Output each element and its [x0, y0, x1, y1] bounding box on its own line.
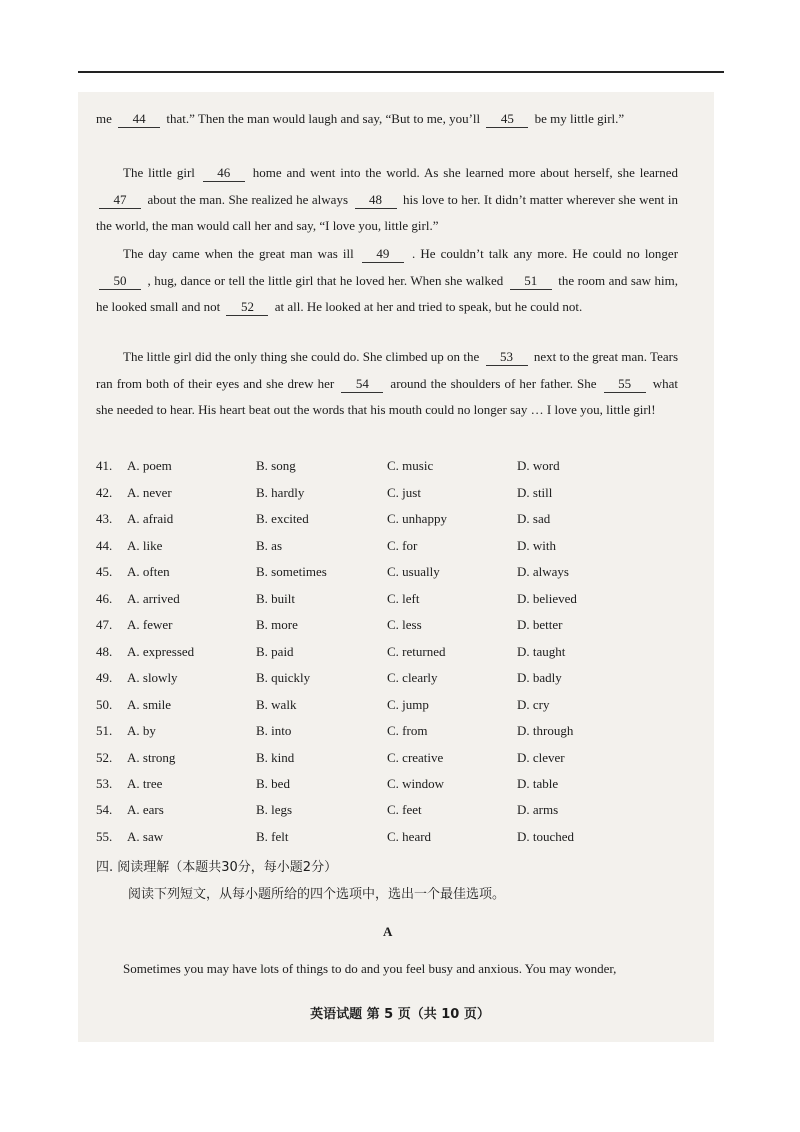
blank-44: 44	[118, 111, 160, 128]
option-a: A. slowly	[127, 670, 178, 685]
question-45	[96, 564, 696, 590]
question-43	[96, 511, 696, 537]
option-a: A. by	[127, 723, 156, 738]
question-48	[96, 644, 696, 670]
question-54	[96, 802, 696, 828]
option-b: B. paid	[256, 644, 294, 659]
option-c: C. heard	[387, 829, 432, 844]
passage-paragraph-2	[96, 160, 678, 240]
question-number: 45.	[96, 564, 113, 579]
option-a: A. saw	[127, 829, 164, 844]
option-a: A. strong	[127, 750, 176, 765]
option-c: C. unhappy	[387, 511, 447, 526]
passage-paragraph-3	[96, 241, 678, 321]
option-b: B. sometimes	[256, 564, 327, 579]
option-d: D. badly	[517, 670, 562, 685]
option-b: B. bed	[256, 776, 290, 791]
passage-text: his love to her. It didn’t matter wherever she went in the world, the man would call her and say, “I love you, little girl.”	[96, 191, 678, 233]
question-51	[96, 723, 696, 749]
question-46	[96, 591, 696, 617]
passage-text: . He couldn’t talk any more. He could no longer	[412, 246, 679, 261]
blank-53: 53	[486, 349, 528, 366]
passage-paragraph-4	[96, 344, 678, 424]
option-a: A. ears	[127, 802, 164, 817]
option-c: C. feet	[387, 802, 422, 817]
option-d: D. believed	[517, 591, 577, 606]
option-d: D. through	[517, 723, 574, 738]
passage-paragraph-1	[96, 106, 678, 133]
blank-52: 52	[226, 299, 268, 316]
question-number: 54.	[96, 802, 113, 817]
question-55	[96, 829, 696, 855]
option-d: D. better	[517, 617, 563, 632]
option-b: B. song	[256, 458, 296, 473]
passage-text: home and went into the world. As she learned more about herself, she learned	[252, 165, 679, 180]
question-number: 47.	[96, 617, 113, 632]
question-52	[96, 750, 696, 776]
question-number: 53.	[96, 776, 113, 791]
page-footer: 英语试题 第 5 页（共 10 页）	[310, 1007, 490, 1022]
option-b: B. kind	[256, 750, 295, 765]
passage-text: Sometimes you may have lots of things to do and you feel busy and anxious. You may wonder,	[123, 961, 617, 976]
option-c: C. jump	[387, 697, 429, 712]
passage-text: that.” Then the man would laugh and say, “But to me, you’ll	[166, 111, 481, 126]
passage-text: The little girl did the only thing she could do. She climbed up on the	[123, 349, 480, 364]
option-c: C. music	[387, 458, 434, 473]
option-b: B. excited	[256, 511, 309, 526]
option-d: D. touched	[517, 829, 575, 844]
option-c: C. from	[387, 723, 428, 738]
question-number: 52.	[96, 750, 113, 765]
passage-text: around the shoulders of her father. She	[390, 375, 597, 391]
section-title: 四. 阅读理解（本题共30分，每小题2分）	[96, 860, 338, 875]
question-number: 41.	[96, 458, 113, 473]
option-d: D. arms	[517, 802, 559, 817]
question-number: 42.	[96, 485, 113, 500]
question-49	[96, 670, 696, 696]
question-41	[96, 458, 696, 484]
passage-a-first-line	[96, 956, 686, 983]
question-44	[96, 538, 696, 564]
option-c: C. left	[387, 591, 420, 606]
option-d: D. table	[517, 776, 559, 791]
option-c: C. creative	[387, 750, 444, 765]
option-d: D. always	[517, 564, 569, 579]
option-a: A. tree	[127, 776, 163, 791]
option-b: B. into	[256, 723, 292, 738]
option-d: D. still	[517, 485, 553, 500]
passage-text: the room and saw him, he looked small and not	[96, 272, 679, 314]
option-c: C. for	[387, 538, 418, 553]
option-a: A. fewer	[127, 617, 173, 632]
option-c: C. usually	[387, 564, 440, 579]
blank-55: 55	[604, 376, 646, 393]
blank-48: 48	[355, 192, 397, 209]
passage-text: at all. He looked at her and tried to speak, but he could not.	[274, 299, 583, 314]
option-a: A. afraid	[127, 511, 174, 526]
passage-text: The little girl	[123, 165, 195, 180]
option-a: A. smile	[127, 697, 172, 712]
option-d: D. cry	[517, 697, 550, 712]
passage-text: be my little girl.”	[534, 111, 625, 126]
blank-45: 45	[486, 111, 528, 128]
blank-50: 50	[99, 273, 141, 290]
question-47	[96, 617, 696, 643]
option-b: B. legs	[256, 802, 293, 817]
blank-54: 54	[341, 376, 383, 393]
header-rule	[78, 71, 724, 73]
option-d: D. clever	[517, 750, 565, 765]
blank-47: 47	[99, 192, 141, 209]
option-c: C. clearly	[387, 670, 438, 685]
question-50	[96, 697, 696, 723]
option-b: B. as	[256, 538, 282, 553]
option-b: B. quickly	[256, 670, 311, 685]
option-b: B. walk	[256, 697, 297, 712]
question-number: 43.	[96, 511, 113, 526]
option-c: C. less	[387, 617, 422, 632]
option-c: C. window	[387, 776, 445, 791]
passage-text: me	[96, 111, 112, 126]
option-b: B. felt	[256, 829, 289, 844]
question-number: 46.	[96, 591, 113, 606]
passage-text: The day came when the great man was ill	[123, 246, 354, 261]
option-c: C. just	[387, 485, 421, 500]
question-number: 44.	[96, 538, 113, 553]
question-53	[96, 776, 696, 802]
blank-51: 51	[510, 273, 552, 290]
question-42	[96, 485, 696, 511]
option-b: B. hardly	[256, 485, 305, 500]
passage-letter: A	[383, 924, 393, 939]
option-a: A. expressed	[127, 644, 195, 659]
passage-text: , hug, dance or tell the little girl that he loved her. When she walked	[147, 272, 504, 288]
option-c: C. returned	[387, 644, 446, 659]
question-number: 55.	[96, 829, 113, 844]
question-number: 49.	[96, 670, 113, 685]
passage-text: about the man. She realized he always	[147, 191, 348, 207]
question-number: 50.	[96, 697, 113, 712]
passage-text: next to the great man. Tears ran from both of their eyes and she drew her	[96, 349, 679, 391]
section-instruction: 阅读下列短文，从每小题所给的四个选项中，选出一个最佳选项。	[128, 887, 506, 902]
option-d: D. with	[517, 538, 556, 553]
option-a: A. often	[127, 564, 170, 579]
option-b: B. more	[256, 617, 298, 632]
option-d: D. word	[517, 458, 560, 473]
option-a: A. like	[127, 538, 163, 553]
question-number: 51.	[96, 723, 113, 738]
option-a: A. never	[127, 485, 172, 500]
option-d: D. sad	[517, 511, 551, 526]
option-b: B. built	[256, 591, 296, 606]
question-number: 48.	[96, 644, 113, 659]
blank-49: 49	[362, 246, 404, 263]
passage-text: what she needed to hear. His heart beat out the words that his mouth could no longer say … I love you, little girl!	[96, 375, 679, 417]
option-a: A. arrived	[127, 591, 180, 606]
option-a: A. poem	[127, 458, 172, 473]
blank-46: 46	[203, 165, 245, 182]
option-d: D. taught	[517, 644, 566, 659]
